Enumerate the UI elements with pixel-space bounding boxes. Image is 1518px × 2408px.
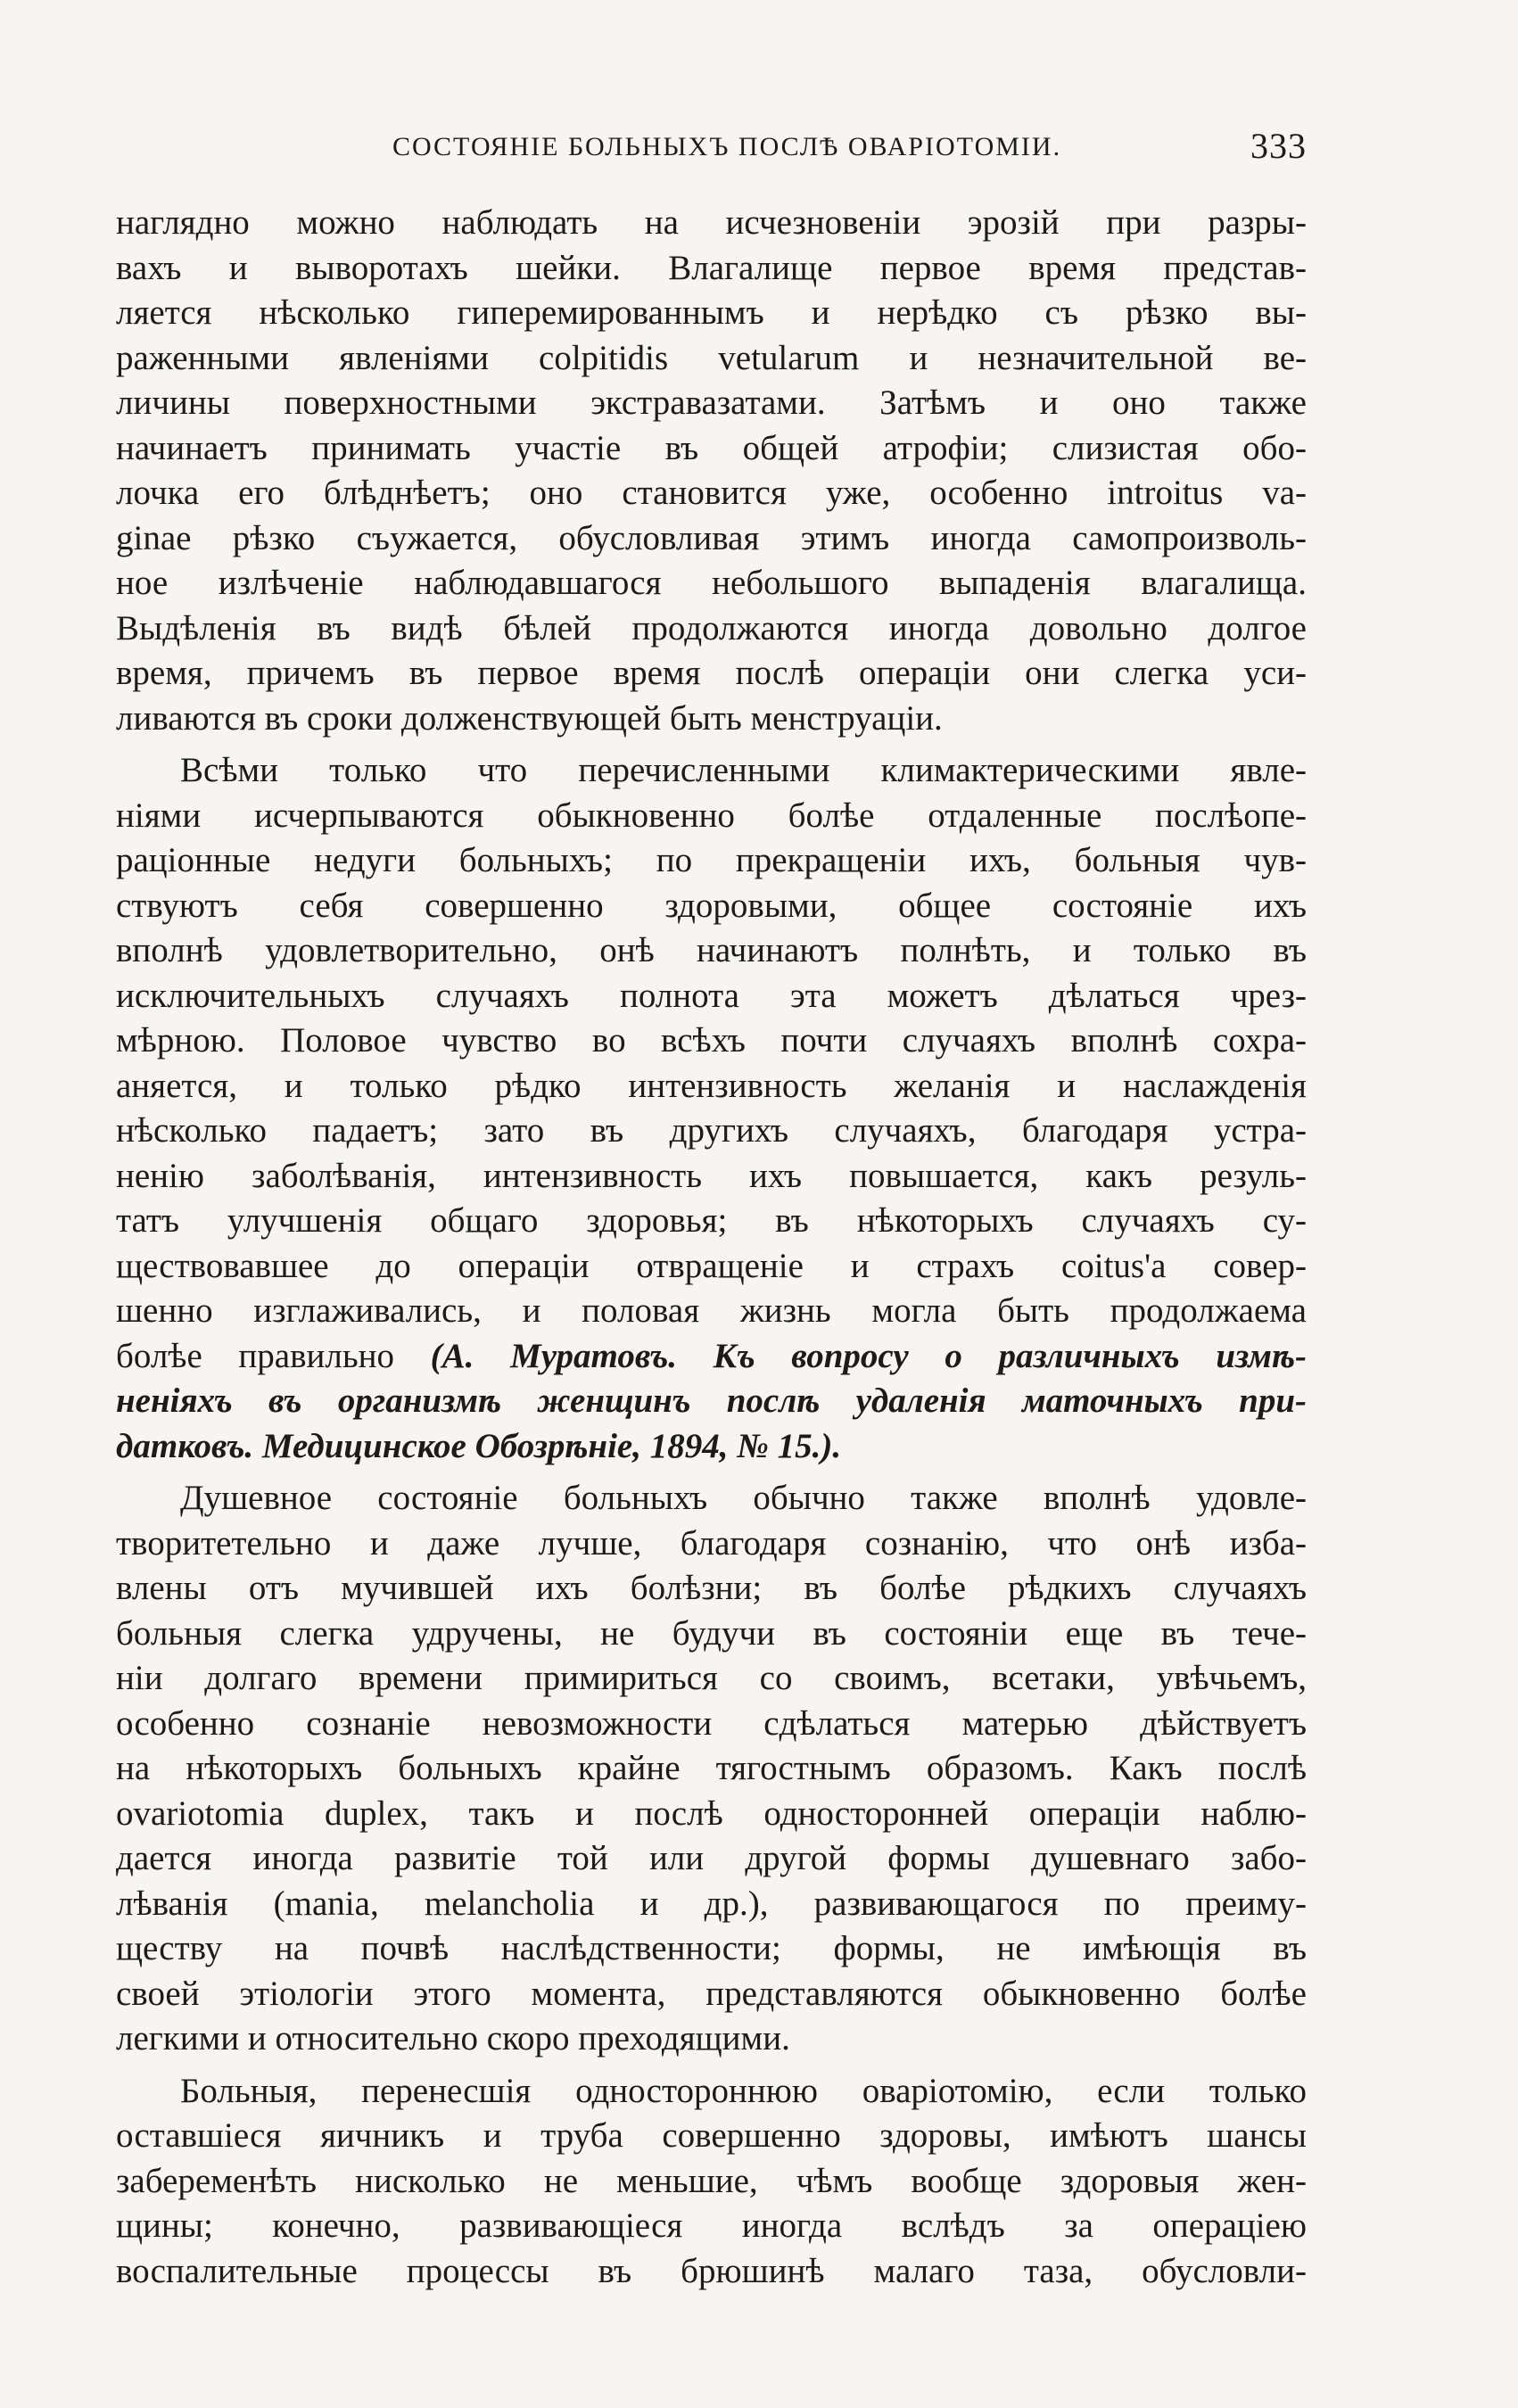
text-line: больныя слегка удручены, не будучи въ состоянiи еще въ тече-: [116, 1613, 1307, 1653]
citation-reference: (А. Муратовъ. Къ вопросу о различныхъ измѣ-: [430, 1336, 1307, 1375]
text-line: лѣванiя (mania, melancholia и др.), развивающагося по преиму-: [116, 1884, 1307, 1923]
running-header: [116, 125, 1307, 169]
text-line: Душевное состоянiе больныхъ обычно также вполнѣ удовле-: [180, 1479, 1307, 1517]
text-line: ненiю заболѣванiя, интензивность ихъ повышается, какъ резуль-: [116, 1156, 1307, 1195]
text-line: ществовавшее до операцiи отвращенiе и страхъ coitus'a совер-: [116, 1246, 1307, 1285]
citation-reference: датковъ. Медицинское Обозрѣнiе, 1894, № 15.).: [116, 1426, 842, 1465]
text-line: ществу на почвѣ наслѣдственности; формы, не имѣющiя въ: [116, 1929, 1307, 1967]
text-line: татъ улучшенiя общаго здоровья; въ нѣкоторыхъ случаяхъ су-: [116, 1201, 1307, 1240]
text-line: творитетельно и даже лучше, благодаря сознанiю, что онѣ изба-: [116, 1523, 1307, 1563]
text-line: наглядно можно наблюдать на исчезновенiи эрозiй при разры-: [116, 203, 1307, 242]
text-line: особенно сознанiе невозможности сдѣлаться матерью дѣйствуетъ: [116, 1703, 1307, 1743]
text-line: влены отъ мучившей ихъ болѣзни; въ болѣе рѣдкихъ случаяхъ: [116, 1569, 1307, 1607]
text-line: легкими и относительно скоро преходящими.: [116, 2019, 790, 2058]
text-line: дается иногда развитiе той или другой формы душевнаго забо-: [116, 1839, 1307, 1877]
text-line: исключительныхъ случаяхъ полнота эта можетъ дѣлаться чрез-: [116, 976, 1307, 1015]
text-line: забеременѣть нисколько не меньшие, чѣмъ вообще здоровыя жен-: [116, 2161, 1307, 2200]
paragraph: [116, 1476, 1307, 2062]
text-line: раженными явленiями colpitidis vetularum и незначительной ве-: [116, 338, 1307, 377]
text-line: ovariotomia duplex, такъ и послѣ односторонней операцiи наблю-: [116, 1794, 1307, 1833]
text-line: нiями исчерпываются обыкновенно болѣе отдаленные послѣопе-: [116, 796, 1307, 835]
text-line: ginae рѣзко съужается, обусловливая этимъ иногда самопроизволь-: [116, 518, 1307, 557]
text-fragment: болѣе правильно: [116, 1336, 431, 1375]
citation-reference: ненiяхъ въ организмѣ женщинъ послѣ удаленiя маточныхъ при-: [116, 1381, 1307, 1420]
text-line: лочка его блѣднѣетъ; оно становится уже, особенно introitus va-: [116, 474, 1307, 512]
text-line: нiи долгаго времени примириться со своимъ, всетаки, увѣчьемъ,: [116, 1659, 1307, 1697]
page-number: 333: [1250, 126, 1307, 166]
text-line: вполнѣ удовлетворительно, онѣ начинаютъ полнѣть, и только въ: [116, 931, 1307, 969]
text-line: нѣсколько падаетъ; зато въ другихъ случаяхъ, благодаря устра-: [116, 1111, 1307, 1150]
text-line: оставшiеся яичникъ и труба совершенно здоровы, имѣютъ шансы: [116, 2116, 1307, 2155]
text-line: ливаются въ сроки долженствующей быть менструацiи.: [116, 698, 943, 738]
text-line: мѣрною. Половое чувство во всѣхъ почти случаяхъ вполнѣ сохра-: [116, 1021, 1307, 1060]
text-line: ствуютъ себя совершенно здоровыми, общее состоянiе ихъ: [116, 886, 1307, 925]
paragraph: [116, 2069, 1307, 2295]
text-line: рацiонные недуги больныхъ; по прекращенiи ихъ, больныя чув-: [116, 841, 1307, 879]
text-line: воспалительные процессы въ брюшинѣ малаго таза, обусловли-: [116, 2251, 1307, 2290]
text-line: Выдѣленiя въ видѣ бѣлей продолжаются иногда довольно долгое: [116, 608, 1307, 647]
text-line: [116, 1334, 1307, 1380]
text-line: время, причемъ въ первое время послѣ операцiи они слегка уси-: [116, 654, 1307, 692]
text-line: личины поверхностными экстравазатами. Затѣмъ и оно также: [116, 383, 1307, 422]
text-line: своей этiологiи этого момента, представляются обыкновенно болѣе: [116, 1974, 1307, 2013]
text-line: аняется, и только рѣдко интензивность желанiя и наслажденiя: [116, 1066, 1307, 1105]
body-text: [116, 201, 1307, 2301]
text-line: Всѣми только что перечисленными климактерическими явле-: [180, 751, 1307, 789]
text-line: щины; конечно, развивающiеся иногда вслѣдъ за операцiею: [116, 2206, 1307, 2245]
text-line: Больныя, перенесшiя одностороннюю оварiотомiю, если только: [180, 2071, 1307, 2110]
text-line: на нѣкоторыхъ больныхъ крайне тягостнымъ образомъ. Какъ послѣ: [116, 1749, 1307, 1787]
text-line: вахъ и выворотахъ шейки. Влагалище первое время представ-: [116, 248, 1307, 287]
text-line: ное излѣченiе наблюдавшагося небольшого выпаденiя влагалища.: [116, 564, 1307, 602]
text-line: начинаетъ принимать участiе въ общей атрофiи; слизистая обо-: [116, 428, 1307, 467]
running-title: СОСТОЯНІЕ БОЛЬНЫХЪ ПОСЛѢ ОВАРІОТОМІИ.: [392, 132, 1062, 161]
paragraph: [116, 201, 1307, 741]
paragraph: [116, 748, 1307, 1469]
text-line: шенно изглаживались, и половая жизнь могла быть продолжаема: [116, 1291, 1307, 1330]
text-line: ляется нѣсколько гиперемированнымъ и нерѣдко съ рѣзко вы-: [116, 293, 1307, 332]
